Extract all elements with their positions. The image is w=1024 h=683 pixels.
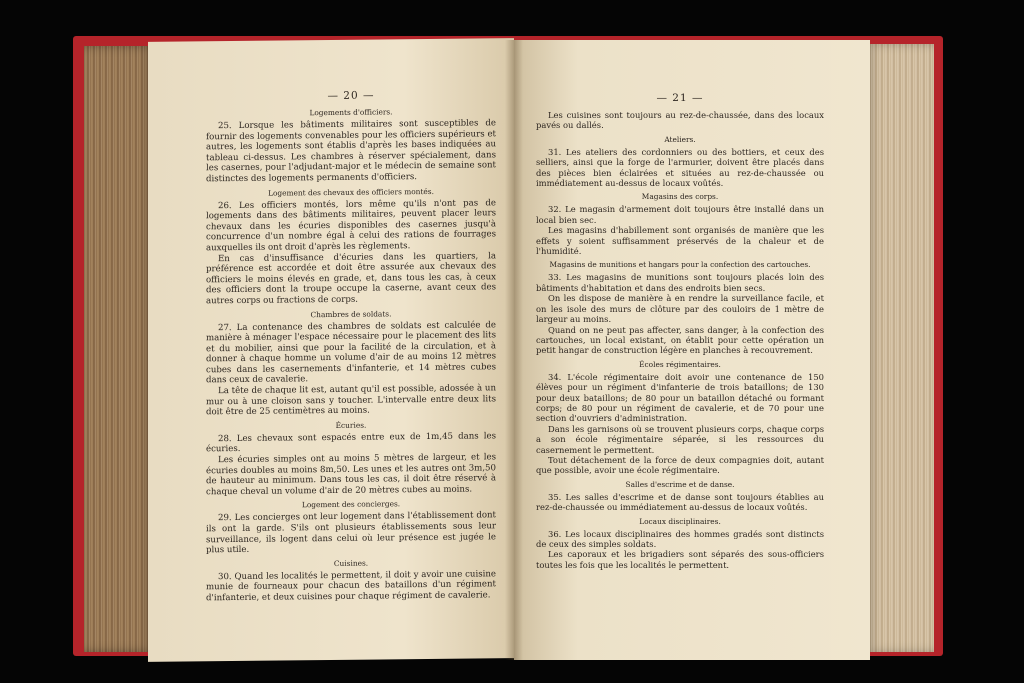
page-edges-left bbox=[84, 46, 154, 652]
paragraph: Les écuries simples ont au moins 5 mètres de largeur, et les écuries doubles au moins 8m,50. Les unes et les autres ont 3m,50 de hauteur au minimum. Dans tous les cas, il doit être réservé à chaque cheval un volume d'air de 20 mètres cubes au moins. bbox=[206, 452, 496, 498]
paragraph: 33. Les magasins de munitions sont toujours placés loin des bâtiments d'habitation et dans des endroits bien secs. bbox=[536, 272, 824, 293]
paragraph: 28. Les chevaux sont espacés entre eux de 1m,45 dans les écuries. bbox=[206, 431, 496, 455]
paragraph: 29. Les concierges ont leur logement dans l'établissement dont ils ont la garde. S'ils ont plusieurs établissements sous leur surveillance, ils logent dans celui où leur présence est jugée le plus utile. bbox=[206, 510, 496, 556]
paragraph: Quand on ne peut pas affecter, sans danger, à la confection des cartouches, un local existant, on établit pour cette opération un petit hangar de construction légère en planches à recouvrement. bbox=[536, 324, 824, 356]
paragraph: 31. Les ateliers des cordonniers ou des bottiers, et ceux des selliers, ainsi que la forge de l'armurier, doivent être placés dans des pièces bien éclairées et situées au rez-de-chaussée ou immédiatement au-dessus de locaux voûtés. bbox=[536, 146, 824, 189]
section-heading: Magasins des corps. bbox=[641, 192, 719, 202]
section-heading: Salles d'escrime et de danse. bbox=[625, 479, 735, 489]
page-number: — 20 — bbox=[327, 89, 375, 103]
paragraph: En cas d'insuffisance d'écuries dans les quartiers, la préférence est accordée et doit être assurée aux chevaux des officiers le moins élevés en grade, et, dans tous les cas, à ceux des officiers dont la troupe occupe la caserne, avant ceux des autres corps ou fractions de corps. bbox=[206, 250, 496, 307]
paragraph: 36. Les locaux disciplinaires des hommes gradés sont distincts de ceux des simples soldats. bbox=[536, 528, 824, 549]
paragraph: On les dispose de manière à en rendre la surveillance facile, et on les isole des murs de clôture par des couloirs de 1 mètre de largeur au moins. bbox=[536, 293, 824, 325]
section-heading: Logements d'officiers. bbox=[309, 107, 393, 118]
section-heading: Écuries. bbox=[335, 420, 367, 430]
paragraph: 27. La contenance des chambres de soldats est calculée de manière à ménager l'espace nécessaire pour le placement des lits et du mobilier, ainsi que pour la facilité de la circulation, et à donner à chaque homme un volume d'air de au moins 12 mètres cubes dans les casernements d'infanterie, et 14 mètres cubes dans ceux de cavalerie. bbox=[206, 319, 496, 386]
paragraph: 26. Les officiers montés, lors même qu'ils n'ont pas de logements dans des bâtiments militaires, peuvent placer leurs chevaux dans les écuries disponibles des casernes jusqu'à concurrence d'un nombre égal à celui des rations de fourrages auxquelles ils ont droit d'après les règlements. bbox=[206, 197, 496, 254]
section-heading: Cuisines. bbox=[333, 558, 369, 568]
section-heading: Chambres de soldats. bbox=[310, 308, 392, 319]
paragraph: 34. L'école régimentaire doit avoir une contenance de 150 élèves pour un régiment d'infanterie de trois bataillons; de 130 pour deux bataillons; de 80 pour un bataillon détaché ou formant corps; de 80 pour un régiment de cavalerie, et de 70 pour une section d'ouvriers d'administration. bbox=[536, 371, 824, 424]
paragraph: 32. Le magasin d'armement doit toujours être installé dans un local bien sec. bbox=[536, 204, 824, 225]
paragraph: 30. Quand les localités le permettent, il doit y avoir une cuisine munie de fourneaux pour chacun des bataillons d'un régiment d'infanterie, et deux cuisines pour chaque régiment de cavalerie. bbox=[206, 569, 496, 604]
book-gutter bbox=[505, 40, 523, 660]
left-page bbox=[148, 38, 514, 662]
paragraph: Dans les garnisons où se trouvent plusieurs corps, chaque corps a son école régimentaire séparée, si les ressources du casernement le permettent. bbox=[536, 423, 824, 455]
page-edges-right bbox=[866, 44, 934, 652]
paragraph: Les caporaux et les brigadiers sont séparés des sous-officiers toutes les fois que les localités le permettent. bbox=[536, 549, 824, 570]
paragraph: 25. Lorsque les bâtiments militaires sont susceptibles de fournir des logements convenables pour les officiers supérieurs et autres, les logements sont établis d'après les bases indiquées au tableau ci-dessus. Les chambres à réserver spécialement, dans les casernes, pour l'adjudant-major et le médecin de semaine sont distinctes des logements permanents d'officiers. bbox=[206, 118, 496, 185]
section-heading: Ateliers. bbox=[664, 134, 696, 144]
paragraph: 35. Les salles d'escrime et de danse sont toujours établies au rez-de-chaussée ou immédiatement au-dessus de locaux voûtés. bbox=[536, 491, 824, 513]
paragraph: Les cuisines sont toujours au rez-de-chaussée, dans des locaux pavés ou dallés. bbox=[536, 110, 824, 131]
paragraph: Tout détachement de la force de deux compagnies doit, autant que possible, avoir une école régimentaire. bbox=[536, 454, 824, 476]
section-heading: Écoles régimentaires. bbox=[639, 359, 721, 369]
section-heading: Logement des concierges. bbox=[301, 499, 401, 510]
paragraph: Les magasins d'habillement sont organisés de manière que les effets y soient suffisamment préservés de la chaleur et de l'humidité. bbox=[536, 225, 824, 257]
page-number: — 21 — bbox=[656, 92, 704, 104]
section-heading: Magasins de munitions et hangars pour la confection des cartouches. bbox=[549, 260, 811, 270]
section-heading: Locaux disciplinaires. bbox=[639, 516, 721, 526]
right-page bbox=[514, 40, 870, 660]
paragraph: La tête de chaque lit est, autant qu'il est possible, adossée à un mur ou à une cloison sans y toucher. L'intervalle entre deux lits doit être de 25 centimètres au moins. bbox=[206, 383, 496, 418]
section-heading: Logement des chevaux des officiers montés. bbox=[268, 186, 434, 198]
